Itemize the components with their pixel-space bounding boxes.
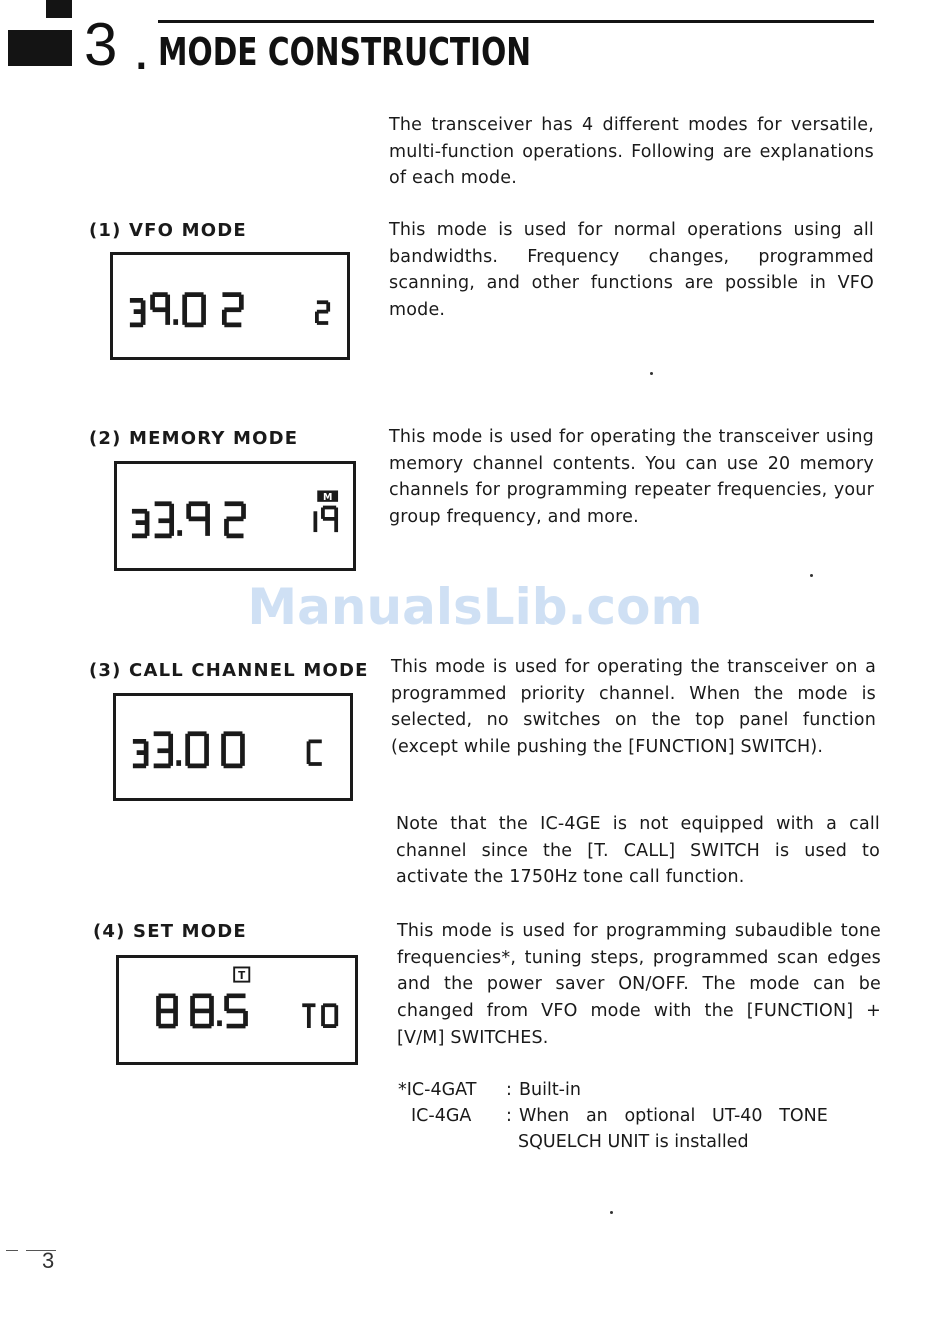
chapter-dot: . <box>133 15 150 82</box>
lcd-segment <box>185 295 204 325</box>
section-body-memory: This mode is used for operating the transceiver using memory channel contents. You can use 20 memory channels for programming repeater frequencies, your group frequency, and more. <box>389 427 874 528</box>
tone-indicator-label: T <box>238 969 246 982</box>
lcd-segment <box>155 504 172 536</box>
lcd-segment <box>317 302 328 323</box>
lcd-segment <box>188 734 207 766</box>
lcd-segment <box>154 734 171 766</box>
lcd-display-set <box>116 955 358 1065</box>
header-block <box>8 30 72 66</box>
lcd-segment <box>224 734 243 766</box>
page-number: 3 <box>42 1248 55 1273</box>
lcd-display-vfo <box>110 252 350 360</box>
lcd-display-call <box>113 693 353 801</box>
watermark: ManualsLib.com <box>247 578 703 636</box>
scan-speck <box>810 574 813 577</box>
lcd-segment <box>153 295 168 325</box>
section-body-call: This mode is used for operating the transceiver on a programmed priority channel. When the mode is selected, no switches on the top panel function (except while pushing the [FUNCTION] SWITCH). <box>391 657 876 758</box>
lcd-decimal-point <box>173 319 178 325</box>
lcd-display-memory <box>114 461 356 571</box>
lcd-graphic-set <box>119 958 355 1062</box>
lcd-segment <box>130 300 143 325</box>
lcd-segment <box>189 504 208 536</box>
lcd-segment <box>159 996 176 1026</box>
scan-speck <box>650 372 653 375</box>
scan-speck <box>610 1211 613 1214</box>
lcd-segment <box>323 1005 336 1026</box>
section-body-set: This mode is used for programming subaudible tone frequencies*, tuning steps, programmed scan edges and the power saver ON/OFF. The mode can be changed from VFO mode with the [FUNCTION] + [V/M] SWITCHES. <box>397 921 881 1048</box>
section-heading-memory: (2) MEMORY MODE <box>89 428 299 449</box>
footnote-text-1: Built-in <box>519 1080 581 1100</box>
footnote-model-1: *IC-4GAT <box>398 1080 477 1100</box>
lcd-graphic-call <box>116 696 350 798</box>
lcd-segment <box>323 507 336 532</box>
footnote-model-2: IC-4GA <box>411 1106 472 1126</box>
lcd-segment <box>309 741 322 764</box>
lcd-segment <box>302 1005 315 1028</box>
intro-paragraph: The transceiver has 4 different modes for versatile, multi-function operations. Following are explanations of each mode. <box>389 115 874 189</box>
section-heading-vfo: (1) VFO MODE <box>89 220 247 241</box>
lcd-segment <box>133 741 146 766</box>
lcd-decimal-point <box>176 760 181 766</box>
footnote-sep-1: : <box>506 1080 512 1100</box>
section-heading-call: (3) CALL CHANNEL MODE <box>89 660 369 681</box>
lcd-segment <box>132 511 147 536</box>
lcd-graphic-vfo <box>113 255 347 357</box>
lcd-decimal-point <box>177 530 182 536</box>
page-number-dash <box>6 1250 18 1251</box>
footnote-sep-2: : <box>506 1106 512 1126</box>
lcd-decimal-point <box>217 1020 222 1026</box>
footnote-text-2: When an optional UT-40 TONE <box>519 1106 828 1126</box>
lcd-segment <box>193 996 212 1026</box>
lcd-graphic-memory <box>117 464 353 568</box>
header-rule <box>158 20 874 23</box>
memory-indicator-label: M <box>322 491 333 503</box>
footnote-text-3: SQUELCH UNIT is installed <box>518 1132 749 1152</box>
chapter-number: 3 <box>84 11 118 78</box>
lcd-segment <box>225 504 244 536</box>
section-heading-set: (4) SET MODE <box>93 921 247 942</box>
section-note-call: Note that the IC-4GE is not equipped with a call channel since the [T. CALL] SWITCH is used to activate the 1750Hz tone call function. <box>396 814 880 888</box>
lcd-segment <box>222 295 241 325</box>
section-body-vfo: This mode is used for normal operations using all bandwidths. Frequency changes, programmed scanning, and other functions are possible in VFO mode. <box>389 220 874 321</box>
lcd-segment <box>227 996 246 1026</box>
header-block-top <box>46 0 72 18</box>
chapter-title: MODE CONSTRUCTION <box>158 30 532 74</box>
